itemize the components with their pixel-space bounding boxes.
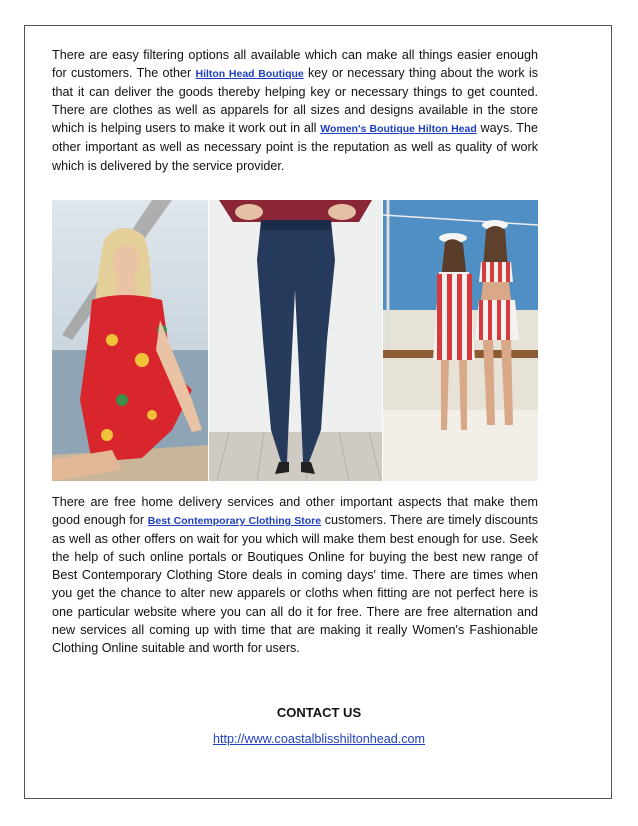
paragraph-text: There are free home delivery services and other important aspects that make them good enough for: [52, 495, 538, 528]
link-hilton-head-boutique[interactable]: Hilton Head Boutique: [195, 68, 304, 81]
paragraph-text: key or necessary thing about the work is that it can deliver the goods thereby helping key or necessary things to get counted. There are clothes as well as apparels for all sizes and designs available in the store which is helping users to make it work out in all: [52, 66, 538, 136]
contact-url-container: [0, 732, 638, 746]
paragraph-text: ways. The other important as well as necessary point is the reputation as well as quality of work which is delivered by the service provider.: [52, 121, 538, 173]
paragraph-text: customers. There are timely discounts as well as other offers on wait for you which will make them best enough for use. Seek the help of such online portals or Boutiques Online for buying the best new range of Best Contemporary Clothing Store deals in coming days' time. There are times when you get the chance to alter new apparels or cloths when fitting are not perfect here is one particular website where you can all do it for free. There are free alternation and new services all coming up with time that are making it really Women's Fashionable Clothing Online suitable and worth for users.: [52, 513, 539, 655]
photo-skinny-jeans: [209, 200, 382, 481]
paragraph-text: There are easy filtering options all available which can make all things easier enough for customers. The other: [52, 48, 538, 81]
paragraph-home-delivery: [52, 493, 538, 657]
contact-heading: CONTACT US: [276, 705, 362, 720]
contact-website-link[interactable]: http://www.coastalblisshiltonhead.com: [212, 732, 426, 746]
paragraph-filtering-options: [52, 46, 538, 175]
photo-red-floral-dress: [52, 200, 208, 481]
fashion-photo-collage: [52, 200, 538, 481]
link-best-contemporary-clothing-store[interactable]: Best Contemporary Clothing Store: [147, 515, 322, 528]
link-womens-boutique-hilton-head[interactable]: Women's Boutique Hilton Head: [320, 123, 477, 136]
photo-striped-outfits-boat: [383, 200, 538, 481]
